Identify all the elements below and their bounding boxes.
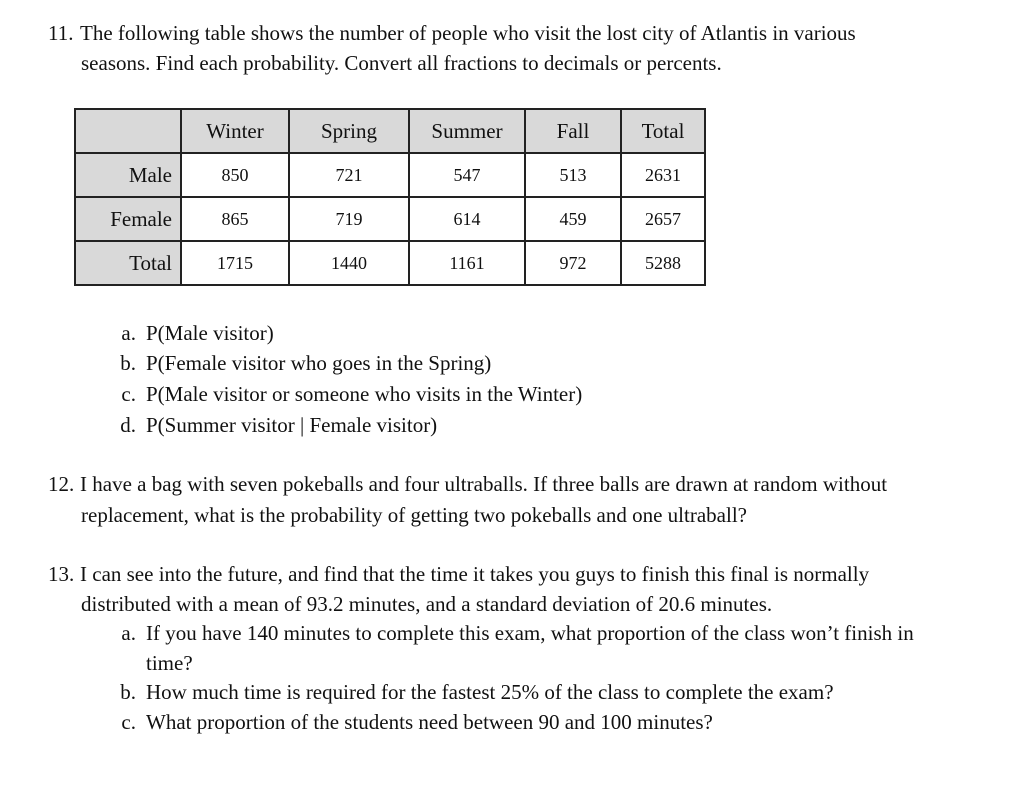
table-cell: 721 (289, 153, 409, 197)
table-corner-cell (75, 109, 181, 153)
q11-part-b (104, 351, 491, 375)
part-text: P(Female visitor who goes in the Spring) (146, 351, 492, 375)
table-cell: 865 (181, 197, 289, 241)
q13-part-a (104, 621, 914, 645)
table-header-row (75, 109, 705, 153)
row-label-male: Male (75, 153, 181, 197)
table-cell: 719 (289, 197, 409, 241)
row-label-female: Female (75, 197, 181, 241)
table-cell: 1715 (181, 241, 289, 285)
visitors-table (74, 108, 706, 286)
table-row (75, 241, 705, 285)
part-text: If you have 140 minutes to complete this exam, what proportion of the class won’t finish in (146, 621, 914, 645)
part-text: How much time is required for the fastest 25% of the class to complete the exam? (146, 680, 834, 704)
part-text: P(Summer visitor | Female visitor) (146, 413, 438, 437)
table-cell: 513 (525, 153, 621, 197)
q12-text-1: I have a bag with seven pokeballs and four ultraballs. If three balls are drawn at random without (80, 472, 888, 496)
row-label-total: Total (75, 241, 181, 285)
table-cell: 547 (409, 153, 525, 197)
q11-number: 11. (48, 21, 74, 45)
q13-number: 13. (48, 562, 75, 586)
part-letter: c. (121, 710, 136, 734)
q11-part-c (104, 382, 582, 406)
header-fall: Fall (525, 109, 621, 153)
q12-number: 12. (48, 472, 75, 496)
table-cell: 2657 (621, 197, 705, 241)
q12-line-2: replacement, what is the probability of getting two pokeballs and one ultraball? (81, 503, 747, 527)
part-letter: b. (120, 351, 136, 375)
q11-part-a (104, 321, 274, 345)
part-letter: c. (121, 382, 136, 406)
q13-line-1 (48, 562, 869, 586)
table-cell: 1440 (289, 241, 409, 285)
q12-line-1 (48, 472, 887, 496)
table-cell: 614 (409, 197, 525, 241)
table-cell: 2631 (621, 153, 705, 197)
q11-line-1 (48, 21, 856, 45)
q13-part-a-continued: time? (146, 651, 193, 675)
q11-line-2: seasons. Find each probability. Convert all fractions to decimals or percents. (81, 51, 722, 75)
header-winter: Winter (181, 109, 289, 153)
table-row (75, 153, 705, 197)
table-cell: 850 (181, 153, 289, 197)
header-summer: Summer (409, 109, 525, 153)
header-spring: Spring (289, 109, 409, 153)
table-cell: 459 (525, 197, 621, 241)
table-row (75, 197, 705, 241)
part-text: What proportion of the students need between 90 and 100 minutes? (146, 710, 713, 734)
q13-text-1: I can see into the future, and find that the time it takes you guys to finish this final is normally (80, 562, 870, 586)
q13-part-b (104, 680, 834, 704)
table-cell: 5288 (621, 241, 705, 285)
q11-part-d (104, 413, 437, 437)
table-cell: 1161 (409, 241, 525, 285)
table-cell: 972 (525, 241, 621, 285)
part-text: P(Male visitor) (146, 321, 274, 345)
q13-part-c (104, 710, 713, 734)
q11-text-1: The following table shows the number of people who visit the lost city of Atlantis in various (80, 21, 856, 45)
q13-line-2: distributed with a mean of 93.2 minutes, and a standard deviation of 20.6 minutes. (81, 592, 773, 616)
header-total: Total (621, 109, 705, 153)
part-letter: d. (120, 413, 136, 437)
part-letter: a. (121, 321, 136, 345)
part-letter: b. (120, 680, 136, 704)
part-text: P(Male visitor or someone who visits in the Winter) (146, 382, 583, 406)
part-letter: a. (121, 621, 136, 645)
